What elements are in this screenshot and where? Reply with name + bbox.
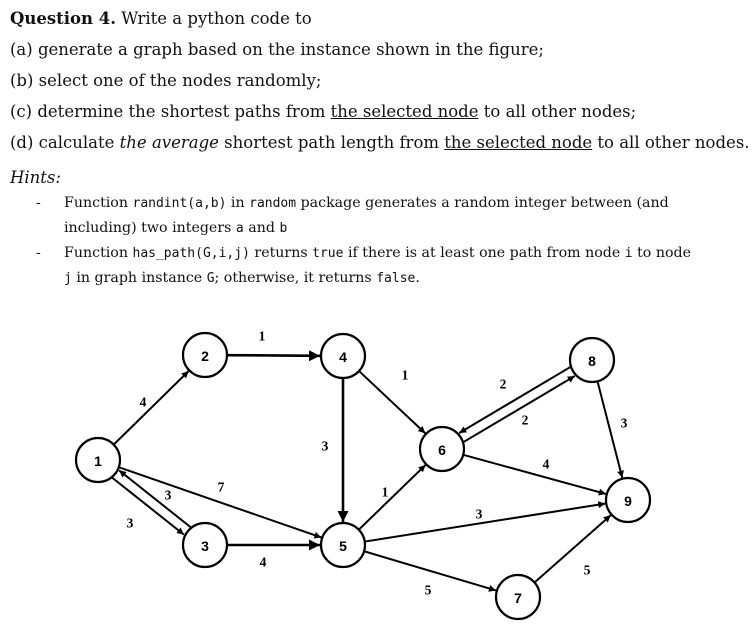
part-c-text-1: (c) determine the shortest paths from (10, 102, 331, 121)
hint-2-code-false: false (376, 271, 416, 286)
edge-weight-2-4: 1 (258, 328, 266, 344)
hint-1-code-b: b (279, 221, 288, 236)
edge-weight-6-9: 4 (542, 456, 550, 472)
node-label-6: 6 (438, 442, 446, 458)
hint-2-text-7: . (415, 270, 420, 286)
part-d-text-1: (d) calculate (10, 133, 120, 152)
edge-weight-8-9: 3 (620, 415, 628, 431)
part-d-text-3: to all other nodes. (592, 133, 750, 152)
edge-1-to-2 (114, 371, 189, 444)
edge-1-to-5 (119, 467, 321, 537)
edge-weight-1-5: 7 (217, 479, 225, 495)
edge-weight-4-6: 1 (401, 367, 409, 383)
edge-weight-3-5: 4 (259, 554, 267, 570)
hint-2-text-6: ; otherwise, it returns (214, 270, 377, 286)
node-label-9: 9 (624, 493, 632, 509)
hint-2-code-true: true (312, 246, 344, 261)
edge-7-to-9 (535, 515, 611, 582)
node-label-7: 7 (514, 590, 522, 606)
hint-2-code-has-path: has_path(G,i,j) (132, 246, 250, 261)
edge-weight-6-8: 2 (499, 376, 507, 392)
hint-1-code-random: random (249, 196, 297, 211)
edge-weight-8-6: 2 (521, 412, 529, 428)
edge-weight-4-5: 3 (321, 438, 329, 454)
hint-2-text-4: to node (632, 245, 692, 261)
hint-1-text-2: in (226, 195, 250, 211)
hints-heading: Hints: (10, 168, 61, 187)
edge-6-to-9 (463, 455, 606, 494)
node-label-4: 4 (339, 349, 347, 365)
hint-1-code-a: a (235, 221, 244, 236)
hint-2-bullet: - (36, 245, 41, 261)
hint-1-text-1: Function (64, 195, 133, 211)
edge-5-to-9 (365, 504, 606, 542)
hint-1-bullet: - (36, 195, 41, 211)
part-a: (a) generate a graph based on the instance shown in the figure; (10, 40, 544, 59)
question-intro: Write a python code to (116, 9, 312, 28)
hint-2-code-i: i (624, 246, 633, 261)
node-label-2: 2 (201, 348, 209, 364)
question-title: Question 4. (10, 9, 117, 28)
edge-8-to-6 (459, 367, 570, 433)
edge-5-to-6 (359, 465, 426, 530)
hint-2-code-g: G (206, 271, 215, 286)
hint-2-text-1: Function (64, 245, 133, 261)
hint-1-text-4: including) two integers (64, 220, 236, 236)
edge-weight-1-3: 3 (164, 487, 172, 503)
edge-4-to-6 (359, 371, 425, 433)
node-label-5: 5 (339, 538, 347, 554)
edge-6-to-8 (463, 376, 574, 442)
hint-1-text-5: and (243, 220, 280, 236)
edge-weight-3-1: 3 (126, 515, 134, 531)
hint-2-text-3: if there is at least one path from node (343, 245, 625, 261)
part-c-selected-node: the selected node (330, 102, 479, 121)
edge-weight-5-7: 5 (424, 582, 432, 598)
part-b: (b) select one of the nodes randomly; (10, 71, 322, 90)
node-label-1: 1 (94, 453, 102, 469)
part-d-emphasis: the average (119, 133, 219, 152)
edge-8-to-9 (597, 381, 622, 477)
hint-1-code-randint: randint(a,b) (132, 196, 227, 211)
node-label-8: 8 (588, 353, 596, 369)
part-c-text-2: to all other nodes; (478, 102, 637, 121)
part-d-selected-node: the selected node (444, 133, 593, 152)
hint-2-code-j: j (64, 271, 72, 286)
hint-1-text-3: package generates a random integer between (and (296, 195, 669, 211)
edge-2-to-4 (227, 355, 320, 356)
part-d-text-2: shortest path length from (218, 133, 445, 152)
edge-weight-1-2: 4 (139, 394, 147, 410)
edge-weight-5-9: 3 (475, 506, 483, 522)
edge-weight-5-6: 1 (381, 484, 389, 500)
hint-2-text-2: returns (249, 245, 313, 261)
node-label-3: 3 (201, 538, 209, 554)
hint-2-text-5: in graph instance (71, 270, 207, 286)
edge-weight-7-9: 5 (583, 562, 591, 578)
